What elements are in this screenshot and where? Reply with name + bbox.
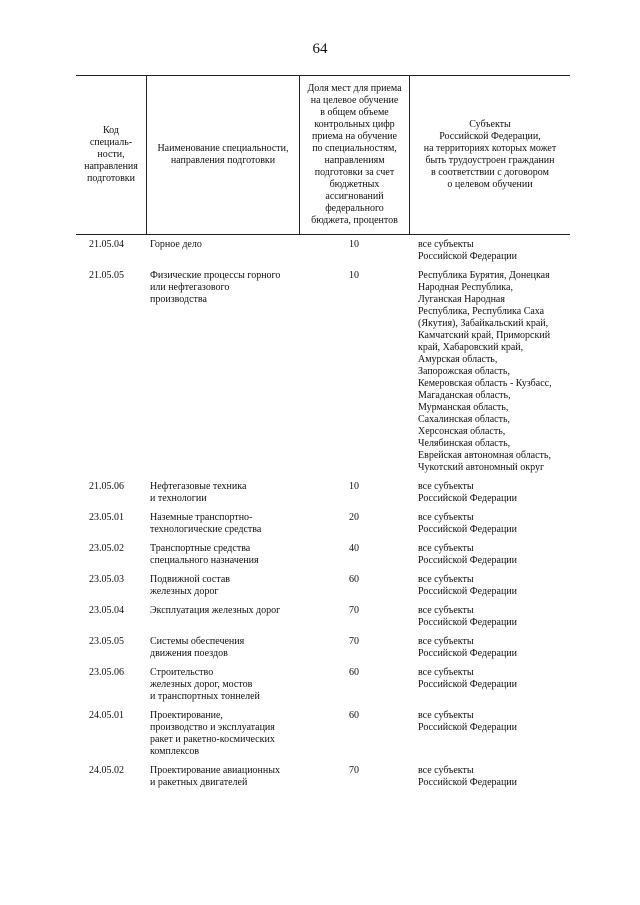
- table-row: [76, 239, 570, 263]
- table-row: [76, 270, 570, 474]
- row-name: Подвижной состав железных дорог: [150, 574, 230, 597]
- table-row: [76, 765, 570, 789]
- row-share: 70: [349, 605, 359, 616]
- row-name: Проектирование, производство и эксплуатация ракет и ракетно-космических комплексов: [150, 710, 275, 757]
- row-name: Горное дело: [150, 239, 202, 250]
- row-share: 70: [349, 636, 359, 647]
- row-code: 23.05.05: [89, 636, 124, 647]
- row-regions: все субъекты Российской Федерации: [418, 636, 518, 659]
- row-code: 24.05.01: [89, 710, 124, 721]
- row-name: Системы обеспечения движения поездов: [150, 636, 245, 659]
- row-regions: все субъекты Российской Федерации: [418, 481, 518, 504]
- row-regions: Республика Бурятия, Донецкая Народная Республика, Луганская Народная Республика, Республика Саха (Якутия), Забайкальский край, Камчатский край, Приморский край, Хабаровский край, Амурская область, Запорожская область, Кемеровская область - Кузбасс, Магаданская область, Мурманская область, Сахалинская область, Херсонская область, Челябинская область, Еврейская автономная область, Чукотский автономный округ: [418, 270, 552, 473]
- table-row: [76, 605, 570, 629]
- row-share: 70: [349, 765, 359, 776]
- row-share: 60: [349, 574, 359, 585]
- page-number: 64: [312, 41, 328, 57]
- row-share: 10: [349, 239, 359, 250]
- row-share: 60: [349, 667, 359, 678]
- header-name: Наименование специальности, направления подготовки: [146, 76, 299, 234]
- table-row: [76, 667, 570, 703]
- row-share: 20: [349, 512, 359, 523]
- table-row: [76, 512, 570, 536]
- row-name: Физические процессы горного или нефтегазового производства: [150, 270, 281, 305]
- row-regions: все субъекты Российской Федерации: [418, 667, 518, 690]
- row-regions: все субъекты Российской Федерации: [418, 765, 518, 788]
- table-body: [76, 239, 570, 796]
- row-code: 23.05.04: [89, 605, 124, 616]
- row-name: Проектирование авиационных и ракетных двигателей: [150, 765, 280, 788]
- table-header: [76, 75, 570, 235]
- row-code: 23.05.03: [89, 574, 124, 585]
- header-regions: Субъекты Российской Федерации, на территориях которых может быть трудоустроен гражданин в соответствии с договором о целевом обучении: [409, 76, 570, 234]
- table-row: [76, 710, 570, 758]
- row-name: Наземные транспортно- технологические средства: [150, 512, 262, 535]
- row-name: Строительство железных дорог, мостов и транспортных тоннелей: [150, 667, 260, 702]
- table-row: [76, 636, 570, 660]
- row-name: Транспортные средства специального назначения: [150, 543, 259, 566]
- row-code: 24.05.02: [89, 765, 124, 776]
- row-code: 23.05.02: [89, 543, 124, 554]
- table-row: [76, 481, 570, 505]
- row-name: Эксплуатация железных дорог: [150, 605, 281, 616]
- row-name: Нефтегазовые техника и технологии: [150, 481, 247, 504]
- row-share: 10: [349, 481, 359, 492]
- row-share: 60: [349, 710, 359, 721]
- row-regions: все субъекты Российской Федерации: [418, 512, 518, 535]
- row-share: 10: [349, 270, 359, 281]
- row-share: 40: [349, 543, 359, 554]
- row-regions: все субъекты Российской Федерации: [418, 239, 518, 262]
- row-code: 23.05.01: [89, 512, 124, 523]
- row-code: 21.05.04: [89, 239, 124, 250]
- row-code: 21.05.05: [89, 270, 124, 281]
- row-code: 23.05.06: [89, 667, 124, 678]
- table-row: [76, 543, 570, 567]
- row-code: 21.05.06: [89, 481, 124, 492]
- row-regions: все субъекты Российской Федерации: [418, 543, 518, 566]
- row-regions: все субъекты Российской Федерации: [418, 574, 518, 597]
- row-regions: все субъекты Российской Федерации: [418, 710, 518, 733]
- header-share: Доля мест для приема на целевое обучение в общем объеме контрольных цифр приема на обучение по специальностям, направлениям подготовки за счет бюджетных ассигнований федерального бюджета, процентов: [299, 76, 409, 234]
- row-regions: все субъекты Российской Федерации: [418, 605, 518, 628]
- header-code: Код специаль- ности, направления подготовки: [84, 125, 138, 184]
- table-row: [76, 574, 570, 598]
